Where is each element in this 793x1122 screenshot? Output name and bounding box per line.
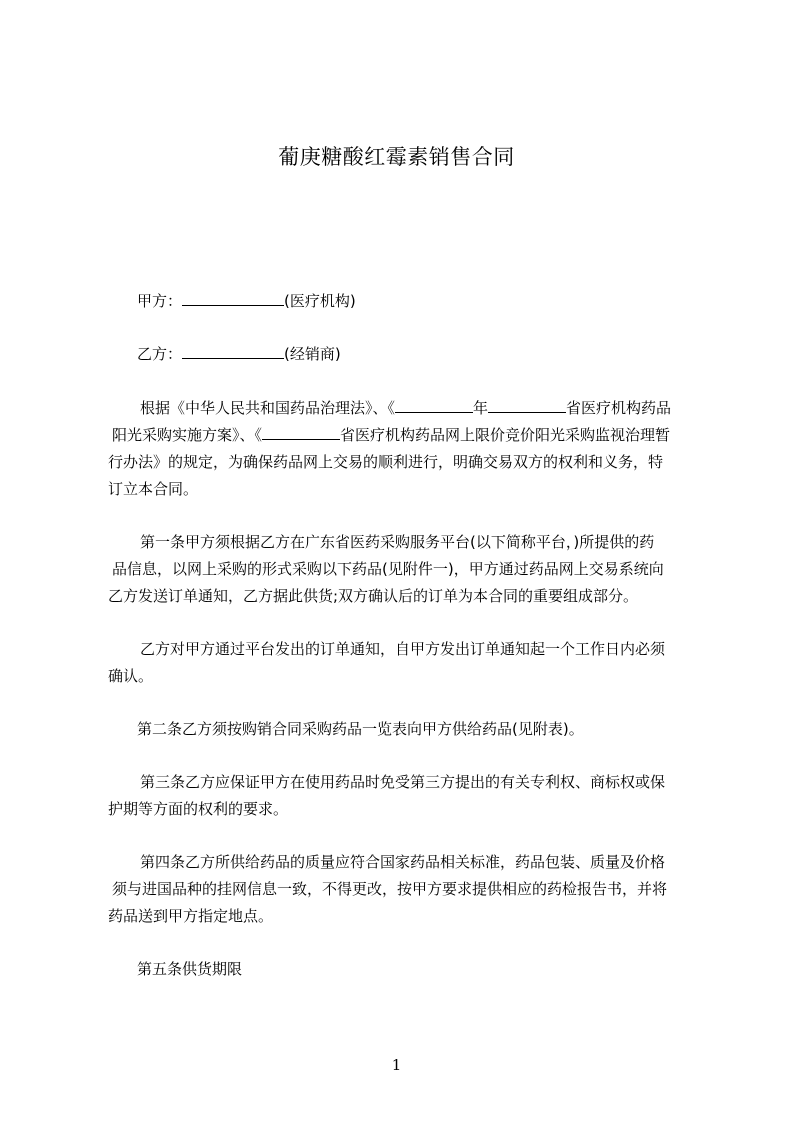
intro-text: 根据《中华人民共和国药品治理法》、《 — [140, 399, 396, 417]
article-4-line-1: 第四条乙方所供给药品的质量应符合国家药品相关标准，药品包装、质量及价格 — [140, 853, 666, 871]
article-4-line-3: 药品送到甲方指定地点。 — [108, 907, 274, 925]
page-number: 1 — [391, 1056, 402, 1074]
intro-line-2 — [112, 424, 670, 445]
party-b-line — [137, 343, 341, 364]
article-4-line-2: 须与进国品种的挂网信息一致，不得更改，按甲方要求提供相应的药检报告书，并将 — [112, 880, 668, 898]
intro-text: 年 — [473, 399, 489, 417]
intro-text: 省医疗机构药品网上限价竞价阳光采购监视治理暂 — [340, 426, 671, 444]
intro-line-3: 行办法》的规定，为确保药品网上交易的顺利进行，明确交易双方的权利和义务，特 — [108, 453, 664, 471]
article-1-line-3: 乙方发送订单通知，乙方据此供货;双方确认后的订单为本合同的重要组成部分。 — [108, 587, 639, 605]
confirm-line-2: 确认。 — [108, 667, 154, 685]
document-title: 葡庚糖酸红霉素销售合同 — [278, 145, 515, 169]
intro-text: 省医疗机构药品 — [566, 399, 672, 417]
article-2-line-1: 第二条乙方须按购销合同采购药品一览表向甲方供给药品(见附表)。 — [137, 720, 584, 738]
intro-blank-province-2 — [262, 424, 340, 440]
article-1-line-1: 第一条甲方须根据乙方在广东省医药采购服务平台(以下简称平台，)所提供的药 — [140, 533, 655, 551]
party-a-suffix: (医疗机构) — [284, 292, 356, 310]
article-5-heading: 第五条供货期限 — [137, 960, 243, 978]
intro-blank-province — [488, 397, 566, 413]
party-a-label: 甲方： — [137, 292, 183, 310]
party-b-label: 乙方： — [137, 345, 183, 363]
article-3-line-1: 第三条乙方应保证甲方在使用药品时免受第三方提出的有关专利权、商标权或保 — [140, 773, 666, 791]
party-a-line — [137, 290, 356, 311]
party-a-blank — [182, 290, 284, 306]
intro-blank-year — [395, 397, 473, 413]
party-b-blank — [182, 343, 284, 359]
intro-line-4: 订立本合同。 — [108, 480, 199, 498]
intro-line-1 — [140, 397, 671, 418]
intro-text: 阳光采购实施方案》、《 — [112, 426, 263, 444]
party-b-suffix: (经销商) — [284, 345, 341, 363]
article-3-line-2: 护期等方面的权利的要求。 — [108, 800, 289, 818]
confirm-line-1: 乙方对甲方通过平台发出的订单通知，自甲方发出订单通知起一个工作日内必须 — [140, 640, 666, 658]
article-1-line-2: 品信息，以网上采购的形式采购以下药品(见附件一)，甲方通过药品网上交易系统向 — [112, 560, 664, 578]
